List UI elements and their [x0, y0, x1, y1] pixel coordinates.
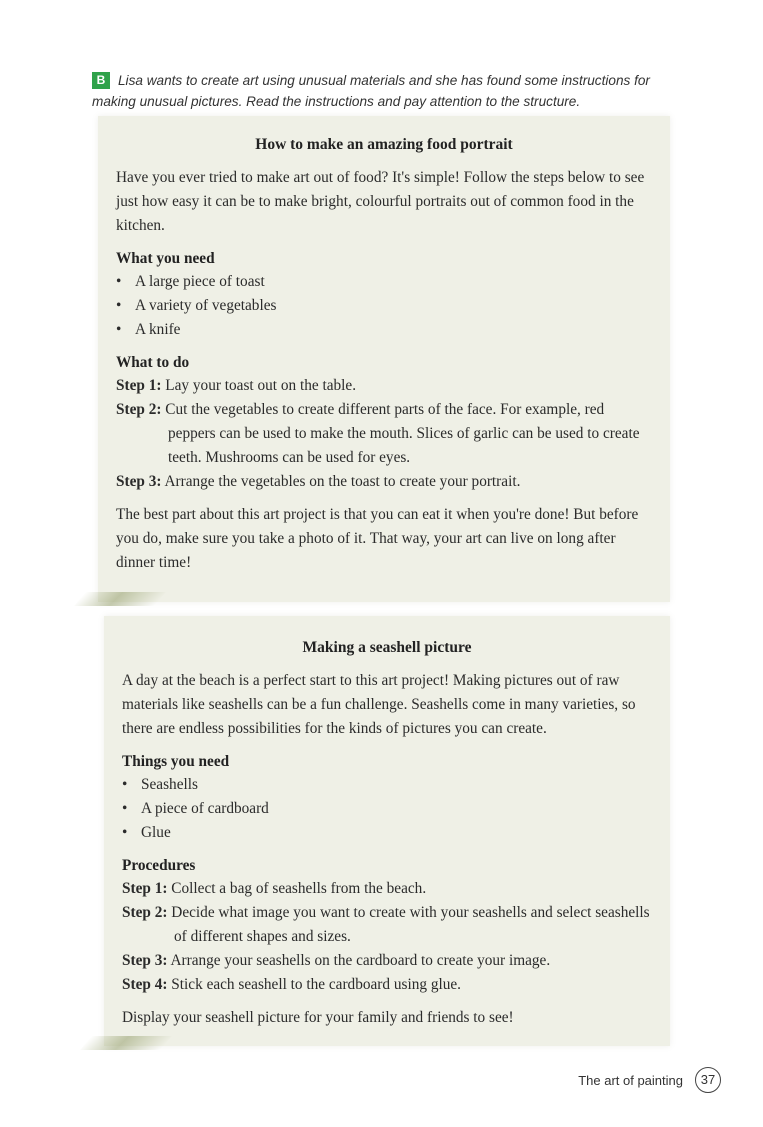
seashell-card — [104, 616, 670, 1046]
portrait-title: How to make an amazing food portrait — [255, 136, 513, 153]
seashell-need-heading: Things you need — [122, 753, 230, 770]
task-text: Lisa wants to create art using unusual materials and she has found some instructions for making unusual pictures. Read the instructions and pay attention to the structure. — [92, 73, 650, 109]
list-item: • Seashells — [122, 776, 198, 793]
portrait-intro: Have you ever tried to make art out of food? It's simple! Follow the steps below to see just how easy it can be to make bright, colourful portraits out of common food in the kitchen. — [116, 169, 645, 234]
portrait-step-1: Step 1: Lay your toast out on the table. — [116, 377, 357, 394]
list-item: • A piece of cardboard — [122, 800, 269, 817]
seashell-step-4: Step 4: Stick each seashell to the cardboard using glue. — [122, 976, 461, 993]
seashell-title: Making a seashell picture — [302, 639, 472, 656]
list-item: • A large piece of toast — [116, 273, 265, 290]
seashell-intro: A day at the beach is a perfect start to this art project! Making pictures out of raw materials like seashells can be a fun challenge. Seashells come in many varieties, so there are endless possibilities for the kinds of pictures you can create. — [122, 672, 636, 737]
page-number: 37 — [695, 1067, 721, 1093]
portrait-step-2: Step 2: Cut the vegetables to create different parts of the face. For example, red peppers can be used to make the mouth. Slices of garlic can be used to create teeth. Mushrooms can be used for eyes. — [116, 401, 640, 466]
seashell-proc-heading: Procedures — [122, 857, 196, 874]
task-badge: B — [92, 72, 110, 89]
portrait-step-3: Step 3: Arrange the vegetables on the toast to create your portrait. — [116, 473, 521, 490]
portrait-items-list — [116, 270, 652, 342]
seashell-step-3: Step 3: Arrange your seashells on the cardboard to create your image. — [122, 952, 551, 969]
seashell-step-1: Step 1: Collect a bag of seashells from the beach. — [122, 880, 427, 897]
seashell-closing: Display your seashell picture for your family and friends to see! — [122, 1009, 514, 1026]
portrait-closing: The best part about this art project is that you can eat it when you're done! But before you do, make sure you take a photo of it. That way, your art can live on long after dinner time! — [116, 506, 639, 571]
portrait-todo-heading: What to do — [116, 354, 190, 371]
page-footer — [578, 1067, 721, 1093]
food-portrait-card — [98, 116, 670, 602]
list-item: • A knife — [116, 321, 181, 338]
task-instruction — [92, 70, 692, 112]
list-item: • A variety of vegetables — [116, 297, 277, 314]
seashell-items-list — [122, 773, 652, 845]
portrait-need-heading: What you need — [116, 250, 215, 267]
seashell-step-2: Step 2: Decide what image you want to create with your seashells and select seashells of different shapes and sizes. — [122, 904, 650, 945]
footer-section-title: The art of painting — [578, 1072, 683, 1088]
list-item: • Glue — [122, 824, 171, 841]
